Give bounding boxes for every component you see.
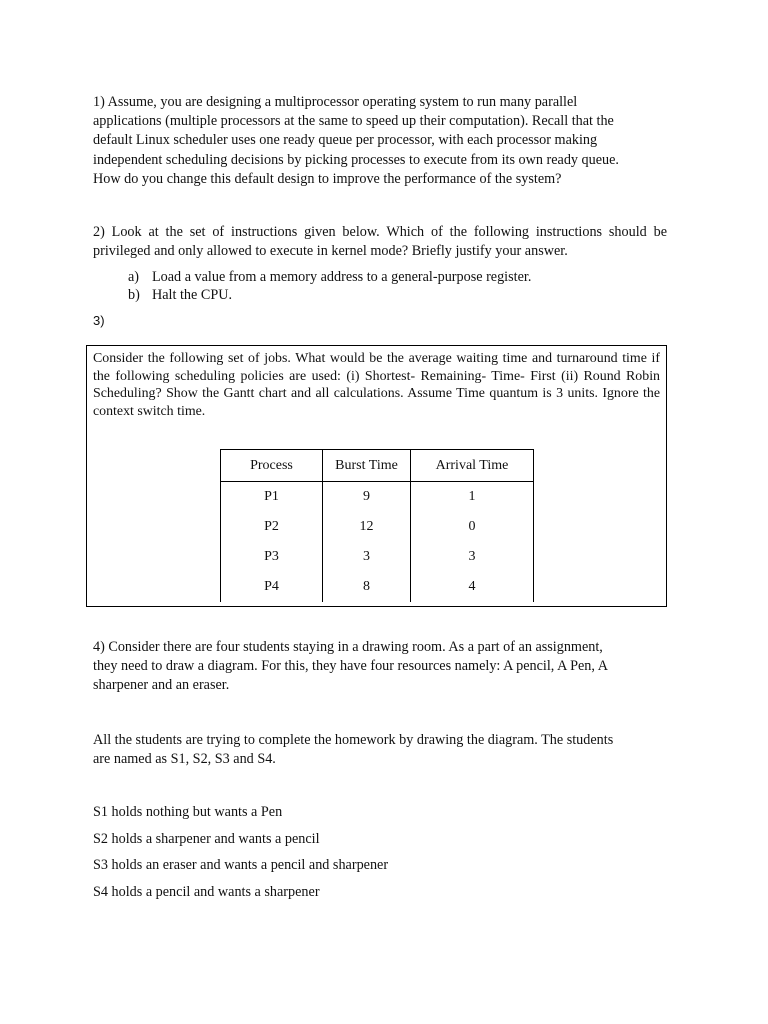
q1-line: applications (multiple processors at the same to speed up their computation). Recall that the (93, 113, 614, 130)
q2-option-text: Halt the CPU. (152, 287, 232, 303)
cell-arrival: 1 (411, 482, 534, 513)
holding-s1: S1 holds nothing but wants a Pen (93, 804, 283, 820)
q4-intro-line: they need to draw a diagram. For this, they have four resources namely: A pencil, A Pen, A (93, 658, 608, 675)
holding-s2: S2 holds a sharpener and wants a pencil (93, 831, 320, 847)
jobs-table (220, 449, 534, 602)
q1-line: 1) Assume, you are designing a multiprocessor operating system to run many parallel (93, 94, 578, 110)
holding-s4: S4 holds a pencil and wants a sharpener (93, 884, 320, 900)
q4-intro-line: sharpener and an eraser. (93, 677, 230, 694)
question-4-intro (93, 638, 667, 696)
cell-arrival: 0 (411, 512, 534, 542)
table-row (221, 512, 534, 542)
cell-process: P4 (221, 572, 323, 602)
question-1 (93, 93, 667, 189)
header-burst-time: Burst Time (323, 450, 411, 482)
header-process: Process (221, 450, 323, 482)
question-3-text: Consider the following set of jobs. What would be the average waiting time and turnaround time if the following scheduling policies are used: (i) Shortest- Remaining- Time- First (ii) Round Robin Scheduling? Show the Gantt chart and all calculations. Assume Time quantum is 3 units. Ignore the context switch time. (93, 351, 660, 419)
cell-process: P2 (221, 512, 323, 542)
table-row (221, 482, 534, 513)
cell-burst: 9 (323, 482, 411, 513)
table-header-row (221, 450, 534, 482)
q2-option-a (128, 268, 531, 287)
cell-burst: 8 (323, 572, 411, 602)
q2-option-marker: a) (128, 269, 140, 285)
table-row (221, 572, 534, 602)
q4-students-line: All the students are trying to complete the homework by drawing the diagram. The students (93, 732, 614, 748)
cell-process: P3 (221, 542, 323, 572)
table-row (221, 542, 534, 572)
q1-line: independent scheduling decisions by picking processes to execute from its own ready queue. (93, 151, 619, 168)
cell-burst: 12 (323, 512, 411, 542)
q2-option-text: Load a value from a memory address to a general-purpose register. (152, 269, 532, 285)
cell-process: P1 (221, 482, 323, 513)
question-2-text: 2) Look at the set of instructions given below. Which of the following instructions should be privileged and only allowed to execute in kernel mode? Briefly justify your answer. (93, 224, 667, 260)
q4-students-line: are named as S1, S2, S3 and S4. (93, 751, 276, 768)
q1-line: default Linux scheduler uses one ready queue per processor, with each processor making (93, 132, 598, 149)
cell-arrival: 4 (411, 572, 534, 602)
q2-option-marker: b) (128, 287, 140, 303)
question-3-number: 3) (93, 313, 105, 328)
cell-burst: 3 (323, 542, 411, 572)
holding-s3: S3 holds an eraser and wants a pencil and sharpener (93, 857, 389, 873)
cell-arrival: 3 (411, 542, 534, 572)
header-arrival-time: Arrival Time (411, 450, 534, 482)
q1-line: How do you change this default design to improve the performance of the system? (93, 170, 562, 187)
question-4-students (93, 731, 667, 769)
q2-option-b (128, 286, 232, 305)
q4-intro-line: 4) Consider there are four students staying in a drawing room. As a part of an assignment, (93, 639, 603, 655)
